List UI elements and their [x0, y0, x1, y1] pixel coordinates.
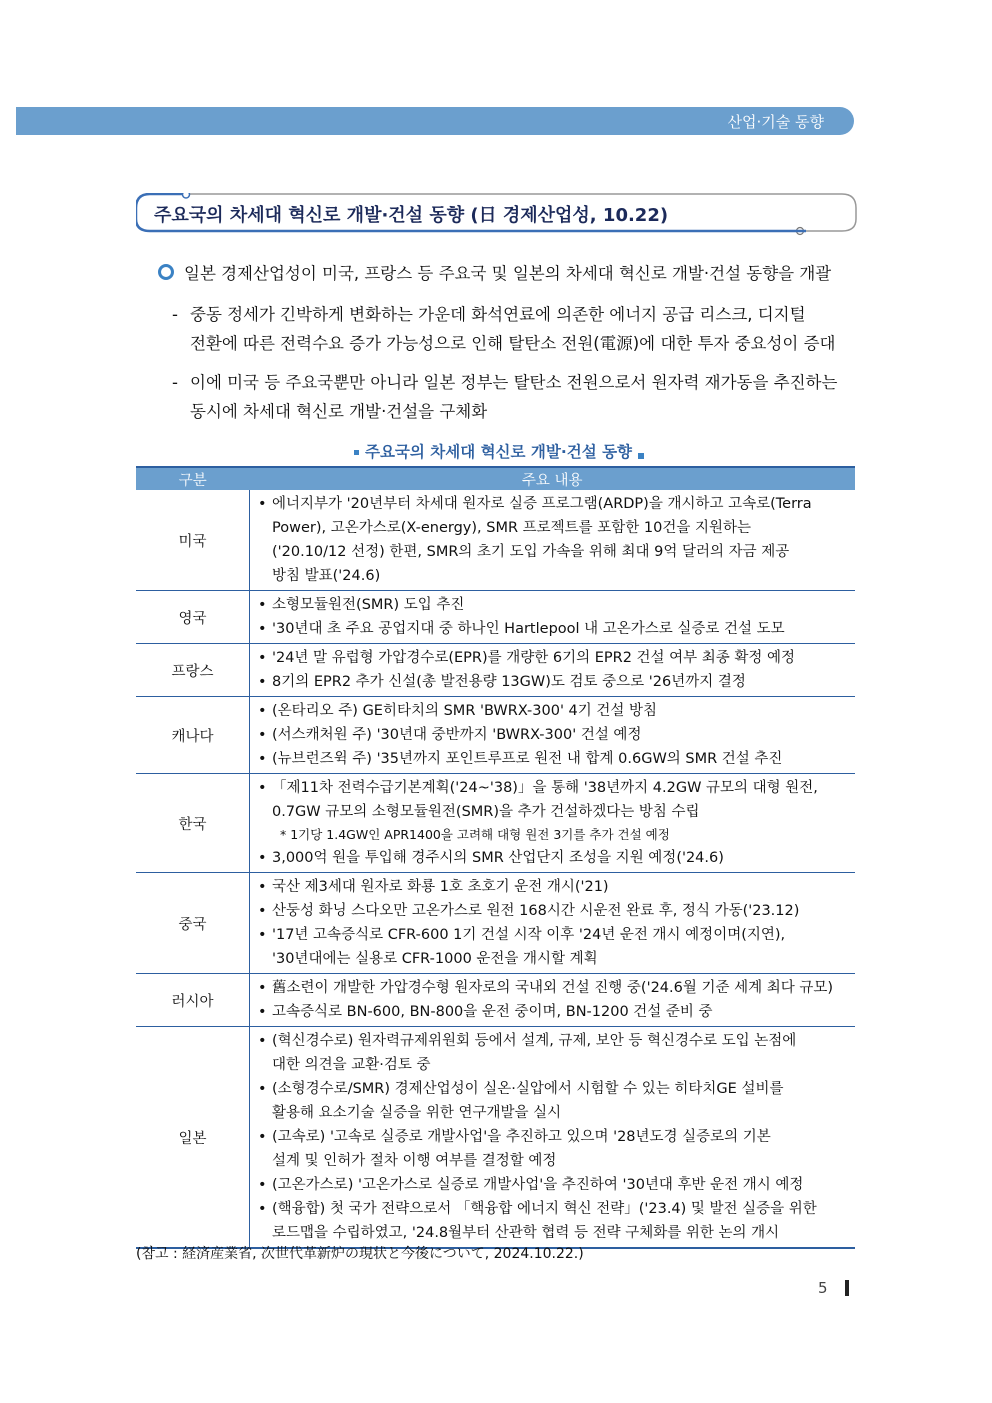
- header-label: 산업·기술 동향: [727, 112, 824, 131]
- item-line: 에너지부가 '20년부터 차세대 원자로 실증 프로그램(ARDP)을 개시하고 고속로(Terra: [272, 496, 812, 512]
- item-line: 고속증식로 BN-600, BN-800을 운전 중이며, BN-1200 건설 준비 중: [272, 1004, 713, 1020]
- country-cell: 미국: [136, 490, 250, 591]
- sub-bullet-line: 동시에 차세대 혁신로 개발·건설을 구체화: [190, 402, 488, 421]
- sub-bullet: [172, 300, 862, 358]
- circle-bullet-icon: [158, 264, 174, 280]
- item-line: 舊소련이 개발한 가압경수형 원자로의 국내외 건설 진행 중('24.6월 기준 세계 최다 규모): [272, 980, 834, 996]
- section-title: 주요국의 차세대 혁신로 개발·건설 동향 (日 경제산업성, 10.22): [154, 205, 669, 226]
- item-line: (고속로) '고속로 실증로 개발사업'을 추진하고 있으며 '28년도경 실증로의 기본: [272, 1129, 771, 1145]
- item-line: '17년 고속증식로 CFR-600 1기 건설 시작 이후 '24년 운전 개시 예정이며(지연),: [272, 927, 786, 943]
- dash-marker: -: [172, 373, 178, 392]
- item-line: 8기의 EPR2 추가 신설(총 발전용량 13GW)도 검토 중으로 '26년까지 결정: [272, 674, 746, 690]
- bullet-dot-icon: •: [258, 1004, 267, 1020]
- country-cell: 일본: [136, 1027, 250, 1249]
- list-item: [256, 492, 855, 588]
- item-line: '24년 말 유럽형 가압경수로(EPR)를 개량한 6기의 EPR2 건설 여부 최종 확정 예정: [272, 650, 796, 666]
- item-line: (고온가스로) '고온가스로 실증로 개발사업'을 추진하여 '30년대 후반 운전 개시 예정: [272, 1177, 804, 1193]
- sub-bullet-line: 중동 정세가 긴박하게 변화하는 가운데 화석연료에 의존한 에너지 공급 리스크, 디지털: [190, 305, 806, 324]
- item-line: (혁신경수로) 원자력규제위원회 등에서 설계, 규제, 보안 등 혁신경수로 도입 논점에: [272, 1033, 797, 1049]
- bullet-dot-icon: •: [258, 927, 267, 943]
- bullet-dot-icon: •: [258, 674, 267, 690]
- list-item: [256, 593, 855, 617]
- bullet-dot-icon: •: [258, 621, 267, 637]
- bullet-dot-icon: •: [258, 1129, 267, 1145]
- section-title-box: [136, 193, 856, 233]
- item-line: 대한 의견을 교환·검토 중: [272, 1057, 431, 1073]
- bullet-dot-icon: •: [258, 780, 267, 796]
- content-cell: [250, 697, 856, 774]
- bullet-dot-icon: •: [258, 850, 267, 866]
- header-band: [16, 107, 854, 135]
- country-cell: 캐나다: [136, 697, 250, 774]
- country-cell: 영국: [136, 591, 250, 644]
- bullet-dot-icon: •: [258, 703, 267, 719]
- table-row: [136, 644, 855, 697]
- page-number-bar: [845, 1280, 849, 1296]
- table-row: [136, 697, 855, 774]
- content-cell: [250, 1027, 856, 1249]
- trends-table: [136, 466, 855, 1249]
- bullet-dot-icon: •: [258, 980, 267, 996]
- item-line: 소형모듈원전(SMR) 도입 추진: [272, 597, 465, 613]
- bullet-dot-icon: •: [258, 1033, 267, 1049]
- list-item: [256, 1000, 855, 1024]
- list-item: [256, 1125, 855, 1173]
- dash-marker: -: [172, 305, 178, 324]
- square-bullet-icon: [638, 453, 644, 459]
- bullet-dot-icon: •: [258, 597, 267, 613]
- bullet-dot-icon: •: [258, 650, 267, 666]
- square-bullet-icon: [354, 450, 359, 455]
- table-row: [136, 490, 855, 591]
- list-item: [256, 976, 855, 1000]
- item-line: 3,000억 원을 투입해 경주시의 SMR 산업단지 조성을 지원 예정('24.6): [272, 850, 724, 866]
- list-item: [256, 1197, 855, 1245]
- content-cell: [250, 873, 856, 974]
- list-item: [256, 776, 855, 824]
- list-item: [256, 846, 855, 870]
- item-line: (소형경수로/SMR) 경제산업성이 실온·실압에서 시험할 수 있는 히타치GE 설비를: [272, 1081, 784, 1097]
- bullet-dot-icon: •: [258, 727, 267, 743]
- table-caption-text: 주요국의 차세대 혁신로 개발·건설 동향: [364, 443, 633, 461]
- sub-bullet-line: 전환에 따른 전력수요 증가 가능성으로 인해 탈탄소 전원(電源)에 대한 투자 중요성이 증대: [190, 334, 836, 353]
- bullet-dot-icon: •: [258, 751, 267, 767]
- main-bullet-text: 일본 경제산업성이 미국, 프랑스 등 주요국 및 일본의 차세대 혁신로 개발·건설 동향을 개괄: [184, 264, 832, 283]
- sub-bullet-line: 이에 미국 등 주요국뿐만 아니라 일본 정부는 탈탄소 전원으로서 원자력 재가동을 추진하는: [190, 373, 838, 392]
- header-cell-category: 구분: [136, 467, 250, 490]
- country-cell: 러시아: [136, 974, 250, 1027]
- sub-bullet: [172, 368, 862, 426]
- main-bullet: [158, 262, 858, 286]
- table-row: [136, 1027, 855, 1249]
- table-row: [136, 873, 855, 974]
- list-item: [256, 1173, 855, 1197]
- table-row: [136, 974, 855, 1027]
- item-line: '30년대 초 주요 공업지대 중 하나인 Hartlepool 내 고온가스로 실증로 건설 도모: [272, 621, 785, 637]
- bullet-dot-icon: •: [258, 903, 267, 919]
- list-item: [256, 1077, 855, 1125]
- list-item: [256, 899, 855, 923]
- bullet-dot-icon: •: [258, 879, 267, 895]
- item-line: 설계 및 인허가 절차 이행 여부를 결정할 예정: [272, 1153, 557, 1169]
- bullet-dot-icon: •: [258, 1081, 267, 1097]
- list-item: [256, 617, 855, 641]
- table-header-row: [136, 467, 855, 490]
- list-item: [256, 670, 855, 694]
- item-line: (핵융합) 첫 국가 전략으로서 「핵융합 에너지 혁신 전략」('23.4) 및 발전 실증을 위한: [272, 1201, 817, 1217]
- item-line: 방침 발표('24.6): [272, 568, 381, 584]
- content-cell: [250, 490, 856, 591]
- item-line: 「제11차 전력수급기본계획('24~'38)」을 통해 '38년까지 4.2GW 규모의 대형 원전,: [272, 780, 818, 796]
- item-line: (뉴브런즈윅 주) '35년까지 포인트루프로 원전 내 합계 0.6GW의 SMR 건설 추진: [272, 751, 783, 767]
- item-line: '30년대에는 실용로 CFR-1000 운전을 개시할 계획: [272, 951, 598, 967]
- table-body: [136, 490, 855, 1248]
- list-item: [256, 646, 855, 670]
- table-row: [136, 774, 855, 873]
- footnote: * 1기당 1.4GW인 APR1400을 고려해 대형 원전 3기를 추가 건설 예정: [280, 827, 670, 842]
- list-item: [256, 875, 855, 899]
- item-line: Power), 고온가스로(X-energy), SMR 프로젝트를 포함한 10건을 지원하는: [272, 520, 752, 536]
- country-cell: 한국: [136, 774, 250, 873]
- country-cell: 프랑스: [136, 644, 250, 697]
- bullet-dot-icon: •: [258, 1201, 267, 1217]
- list-item: [256, 723, 855, 747]
- list-item: [256, 923, 855, 971]
- content-cell: [250, 644, 856, 697]
- table-row: [136, 591, 855, 644]
- list-item: [256, 699, 855, 723]
- content-cell: [250, 591, 856, 644]
- list-item: [256, 1029, 855, 1077]
- item-line: 산둥성 화닝 스다오만 고온가스로 원전 168시간 시운전 완료 후, 정식 가동('23.12): [272, 903, 800, 919]
- content-cell: [250, 974, 856, 1027]
- header-cell-content: 주요 내용: [250, 467, 856, 490]
- source-citation: (참고 : 経済産業省, 次世代革新炉の現状と今後について, 2024.10.22.): [136, 1246, 584, 1262]
- item-line: 활용해 요소기술 실증을 위한 연구개발을 실시: [272, 1105, 562, 1121]
- list-item: [256, 747, 855, 771]
- item-line: 0.7GW 규모의 소형모듈원전(SMR)을 추가 건설하겠다는 방침 수립: [272, 804, 700, 820]
- item-line: ('20.10/12 선정) 한편, SMR의 초기 도입 가속을 위해 최대 9억 달러의 자금 제공: [272, 544, 790, 560]
- item-line: (온타리오 주) GE히타치의 SMR 'BWRX-300' 4기 건설 방침: [272, 703, 658, 719]
- bullet-dot-icon: •: [258, 496, 267, 512]
- bullet-dot-icon: •: [258, 1177, 267, 1193]
- content-cell: [250, 774, 856, 873]
- item-line: 로드맵을 수립하였고, '24.8월부터 산관학 협력 등 전략 구체화를 위한 논의 개시: [272, 1225, 780, 1241]
- page-number: 5: [818, 1279, 828, 1297]
- table-caption: [0, 440, 992, 462]
- country-cell: 중국: [136, 873, 250, 974]
- item-line: 국산 제3세대 원자로 화룡 1호 초호기 운전 개시('21): [272, 879, 609, 895]
- item-line: (서스캐처원 주) '30년대 중반까지 'BWRX-300' 건설 예정: [272, 727, 642, 743]
